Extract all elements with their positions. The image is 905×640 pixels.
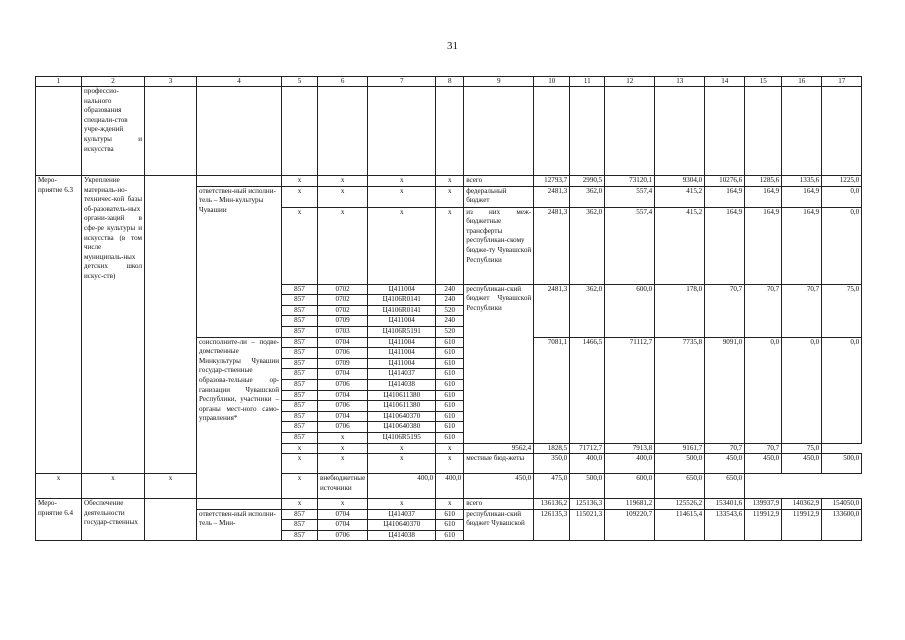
empty-cell [436, 87, 464, 176]
code-cell: x [368, 207, 436, 284]
code-cell: x [368, 186, 436, 207]
code-cell: x [282, 474, 318, 499]
code-cell: 0704 [318, 520, 368, 531]
code-cell: 520 [436, 305, 464, 316]
code-cell: Ц410611380 [368, 401, 436, 412]
code-cell: x [318, 207, 368, 284]
code-cell: 857 [282, 337, 318, 348]
code-cell: 857 [282, 401, 318, 412]
header-cell: 16 [782, 77, 822, 87]
code-cell: 0706 [318, 348, 368, 359]
value-cell: 450,0 [782, 454, 822, 474]
value-cell: 400,0 [605, 454, 655, 474]
value-cell: 154050,0 [822, 499, 862, 510]
value-cell: 70,7 [782, 284, 822, 337]
code-cell: x [282, 499, 318, 510]
empty-cell [368, 87, 436, 176]
header-cell: 11 [570, 77, 605, 87]
code-cell: 857 [282, 305, 318, 316]
value-cell: 139937,9 [745, 499, 782, 510]
empty-cell [605, 87, 655, 176]
value-cell: 7913,8 [605, 443, 655, 454]
code-cell: x [145, 474, 197, 499]
value-cell: 400,0 [368, 474, 436, 499]
code-cell: 520 [436, 326, 464, 337]
value-cell: 362,0 [570, 284, 605, 337]
code-cell: 0706 [318, 379, 368, 390]
header-cell: 9 [464, 77, 534, 87]
code-cell: 610 [436, 369, 464, 380]
header-cell: 8 [436, 77, 464, 87]
code-cell: x [368, 443, 436, 454]
carry-over-row [36, 87, 862, 176]
empty-cell [822, 87, 862, 176]
header-cell: 7 [368, 77, 436, 87]
value-cell: 400,0 [570, 454, 605, 474]
value-cell: 1466,5 [570, 337, 605, 443]
executor-responsible: ответствен-ный исполни-тель – Мин-культуры Чувашии [197, 186, 282, 337]
empty-cell [145, 176, 197, 474]
measure-label [36, 87, 82, 176]
value-cell: 12793,7 [534, 176, 570, 187]
code-cell: 610 [436, 401, 464, 412]
code-cell: x [318, 186, 368, 207]
code-cell: x [318, 176, 368, 187]
value-cell: 400,0 [436, 474, 464, 499]
page-number: 31 [447, 40, 458, 52]
header-cell: 13 [655, 77, 705, 87]
value-cell: 450,0 [705, 454, 745, 474]
value-cell: 415,2 [655, 207, 705, 284]
code-cell: 610 [436, 432, 464, 443]
value-cell: 70,7 [745, 443, 782, 454]
value-cell: 164,9 [705, 186, 745, 207]
value-cell: 450,0 [464, 474, 534, 499]
value-cell: 2481,3 [534, 207, 570, 284]
code-cell: Ц414038 [368, 530, 436, 541]
funding-source: из них меж-бюджетные трансферты республикан-скому бюдже-ту Чувашской Республики [464, 207, 534, 284]
value-cell: 164,9 [745, 207, 782, 284]
code-cell: 857 [282, 411, 318, 422]
code-cell: 610 [436, 411, 464, 422]
code-cell: 857 [282, 358, 318, 369]
value-cell: 140362,9 [782, 499, 822, 510]
value-cell: 557,4 [605, 207, 655, 284]
code-cell: Ц414038 [368, 379, 436, 390]
code-cell: 240 [436, 284, 464, 295]
code-cell: x [318, 454, 368, 474]
code-cell: 610 [436, 379, 464, 390]
value-cell: 9091,0 [705, 337, 745, 443]
code-cell: 0706 [318, 401, 368, 412]
header-cell: 5 [282, 77, 318, 87]
code-cell: x [368, 176, 436, 187]
value-cell: 450,0 [745, 454, 782, 474]
budget-table [35, 76, 862, 541]
offbudget-row [36, 474, 862, 499]
empty-cell [705, 87, 745, 176]
value-cell: 500,0 [570, 474, 605, 499]
code-cell: 240 [436, 316, 464, 327]
code-cell: 0704 [318, 369, 368, 380]
header-cell: 6 [318, 77, 368, 87]
measure-description: профессио-нального образования специали-стов учре-ждений культуры и искусства [82, 87, 145, 176]
value-cell: 362,0 [570, 186, 605, 207]
value-cell: 7735,8 [655, 337, 705, 443]
code-cell: 0704 [318, 509, 368, 520]
code-cell: 857 [282, 530, 318, 541]
value-cell: 1285,6 [745, 176, 782, 187]
value-cell: 70,7 [705, 284, 745, 337]
code-cell: 857 [282, 316, 318, 327]
value-cell: 75,0 [822, 284, 862, 337]
empty-cell [145, 87, 197, 176]
code-cell: x [368, 499, 436, 510]
value-cell: 500,0 [822, 454, 862, 474]
value-cell: 178,0 [655, 284, 705, 337]
value-cell: 600,0 [605, 284, 655, 337]
empty-cell [655, 87, 705, 176]
code-cell: Ц411004 [368, 348, 436, 359]
empty-cell [318, 87, 368, 176]
value-cell: 1335,6 [782, 176, 822, 187]
value-cell: 119912,9 [782, 509, 822, 541]
funding-source: республикан-ский бюджет Чувашской Республики [464, 284, 534, 443]
value-cell: 70,7 [745, 284, 782, 337]
code-cell: 857 [282, 348, 318, 359]
code-cell: Ц410640370 [368, 411, 436, 422]
code-cell: 857 [282, 326, 318, 337]
code-cell: 0703 [318, 326, 368, 337]
empty-cell [282, 87, 318, 176]
value-cell: 73120,1 [605, 176, 655, 187]
code-cell: x [36, 474, 82, 499]
code-cell: x [82, 474, 145, 499]
funding-source: всего [464, 176, 534, 187]
value-cell: 114615,4 [655, 509, 705, 541]
empty-cell [145, 499, 197, 541]
code-cell: Ц411004 [368, 337, 436, 348]
code-cell: 857 [282, 284, 318, 295]
code-cell: 857 [282, 509, 318, 520]
funding-source: республикан-ский бюджет Чувашской [464, 509, 534, 541]
value-cell: 415,2 [655, 186, 705, 207]
funding-source: всего [464, 499, 534, 510]
value-cell: 0,0 [822, 207, 862, 284]
header-cell: 1 [36, 77, 82, 87]
header-cell: 14 [705, 77, 745, 87]
value-cell: 133600,0 [822, 509, 862, 541]
code-cell: x [436, 176, 464, 187]
value-cell: 164,9 [745, 186, 782, 207]
code-cell: Ц4106R0141 [368, 295, 436, 306]
code-cell: Ц414037 [368, 369, 436, 380]
code-cell: 610 [436, 348, 464, 359]
value-cell: 0,0 [782, 337, 822, 443]
value-cell: 350,0 [534, 454, 570, 474]
code-cell: 0704 [318, 337, 368, 348]
value-cell: 600,0 [605, 474, 655, 499]
value-cell: 650,0 [655, 474, 705, 499]
code-cell: 857 [282, 422, 318, 433]
code-cell: x [318, 443, 368, 454]
code-cell: 0706 [318, 422, 368, 433]
code-cell: 0702 [318, 295, 368, 306]
value-cell: 153401,6 [705, 499, 745, 510]
code-cell: 610 [436, 358, 464, 369]
code-cell: 857 [282, 390, 318, 401]
header-row [36, 77, 862, 87]
code-cell: x [282, 207, 318, 284]
value-cell: 133543,6 [705, 509, 745, 541]
code-cell: 0709 [318, 358, 368, 369]
value-cell: 7081,1 [534, 337, 570, 443]
code-cell: x [436, 443, 464, 454]
code-cell: 857 [282, 379, 318, 390]
code-cell: 610 [436, 337, 464, 348]
code-cell: 857 [282, 369, 318, 380]
value-cell: 119912,9 [745, 509, 782, 541]
measure-total-row [36, 499, 862, 510]
measure-description: Обеспечение деятельности государ-ственных [82, 499, 145, 541]
code-cell: Ц4106R0141 [368, 305, 436, 316]
code-cell: x [318, 499, 368, 510]
empty-cell [197, 499, 282, 510]
value-cell: 475,0 [534, 474, 570, 499]
code-cell: 0706 [318, 530, 368, 541]
code-cell: 857 [282, 520, 318, 531]
header-cell: 4 [197, 77, 282, 87]
value-cell: 2481,3 [534, 186, 570, 207]
empty-cell [782, 87, 822, 176]
code-cell: Ц410640370 [368, 520, 436, 531]
value-cell: 75,0 [782, 443, 822, 454]
value-cell: 9304,0 [655, 176, 705, 187]
code-cell: 857 [282, 295, 318, 306]
code-cell: 610 [436, 390, 464, 401]
value-cell: 0,0 [745, 337, 782, 443]
funding-source: местные бюд-жеты [464, 454, 534, 474]
empty-cell [745, 87, 782, 176]
code-cell: Ц411004 [368, 358, 436, 369]
code-cell: x [436, 186, 464, 207]
code-cell: 610 [436, 509, 464, 520]
code-cell: x [282, 454, 318, 474]
funding-source: внебюджетные источники [318, 474, 368, 499]
code-cell: Ц411004 [368, 316, 436, 327]
code-cell: Ц411004 [368, 284, 436, 295]
value-cell: 71112,7 [605, 337, 655, 443]
code-cell: 610 [436, 530, 464, 541]
code-cell: 857 [282, 432, 318, 443]
value-cell: 115021,3 [570, 509, 605, 541]
code-cell: x [436, 499, 464, 510]
measure-label: Меро-приятие 6.3 [36, 176, 82, 474]
value-cell: 70,7 [705, 443, 745, 454]
header-cell: 17 [822, 77, 862, 87]
empty-cell [570, 87, 605, 176]
value-cell: 164,9 [782, 186, 822, 207]
code-cell: Ц414037 [368, 509, 436, 520]
empty-cell [464, 87, 534, 176]
code-cell: 0702 [318, 284, 368, 295]
code-cell: 610 [436, 422, 464, 433]
measure-label: Меро-приятие 6.4 [36, 499, 82, 541]
value-cell: 362,0 [570, 207, 605, 284]
executor-responsible: ответствен-ный исполни-тель – Мин- [197, 509, 282, 541]
code-cell: Ц4106R5195 [368, 432, 436, 443]
code-cell: 610 [436, 520, 464, 531]
value-cell: 1225,0 [822, 176, 862, 187]
value-cell: 0,0 [822, 337, 862, 443]
measure-total-row [36, 176, 862, 187]
value-cell: 2990,5 [570, 176, 605, 187]
header-cell: 3 [145, 77, 197, 87]
value-cell: 10276,6 [705, 176, 745, 187]
code-cell: Ц4106R5191 [368, 326, 436, 337]
value-cell: 650,0 [705, 474, 745, 499]
value-cell: 119681,2 [605, 499, 655, 510]
code-cell: x [436, 454, 464, 474]
empty-cell [534, 87, 570, 176]
value-cell: 164,9 [782, 207, 822, 284]
code-cell: x [282, 176, 318, 187]
code-cell: x [368, 454, 436, 474]
value-cell: 126135,3 [534, 509, 570, 541]
header-cell: 15 [745, 77, 782, 87]
value-cell: 71712,7 [570, 443, 605, 454]
value-cell: 125136,3 [570, 499, 605, 510]
code-cell: x [436, 207, 464, 284]
code-cell: x [282, 443, 318, 454]
value-cell: 0,0 [822, 186, 862, 207]
code-cell: 0704 [318, 390, 368, 401]
empty-cell [197, 87, 282, 176]
header-cell: 12 [605, 77, 655, 87]
value-cell: 109220,7 [605, 509, 655, 541]
value-cell: 2481,3 [534, 284, 570, 337]
code-cell: x [282, 186, 318, 207]
value-cell: 164,9 [705, 207, 745, 284]
value-cell: 9562,4 [464, 443, 534, 454]
code-cell: x [318, 432, 368, 443]
value-cell: 125526,2 [655, 499, 705, 510]
code-cell: 0702 [318, 305, 368, 316]
empty-cell [197, 176, 282, 187]
value-cell: 136136,2 [534, 499, 570, 510]
code-cell: 0704 [318, 411, 368, 422]
code-cell: 0709 [318, 316, 368, 327]
code-cell: 240 [436, 295, 464, 306]
value-cell: 9161,7 [655, 443, 705, 454]
code-cell: Ц410611380 [368, 390, 436, 401]
value-cell: 557,4 [605, 186, 655, 207]
funding-source: федеральный бюджет [464, 186, 534, 207]
header-cell: 10 [534, 77, 570, 87]
value-cell: 500,0 [655, 454, 705, 474]
measure-description: Укрепление материаль-но-техничес-кой базы об-разователь-ных органи-заций в сфе-ре культуры и искусства (в том числе муниципаль-ных детских школ искус-ств) [82, 176, 145, 474]
value-cell: 1828,5 [534, 443, 570, 454]
code-cell: Ц410640380 [368, 422, 436, 433]
header-cell: 2 [82, 77, 145, 87]
executor-co: соисполните-ли – подве-домственные Минкультуры Чувашии государ-ственные образова-тельные ор-ганизации Чувашской Республики, участники – органы мест-ного само-управления* [197, 337, 282, 499]
